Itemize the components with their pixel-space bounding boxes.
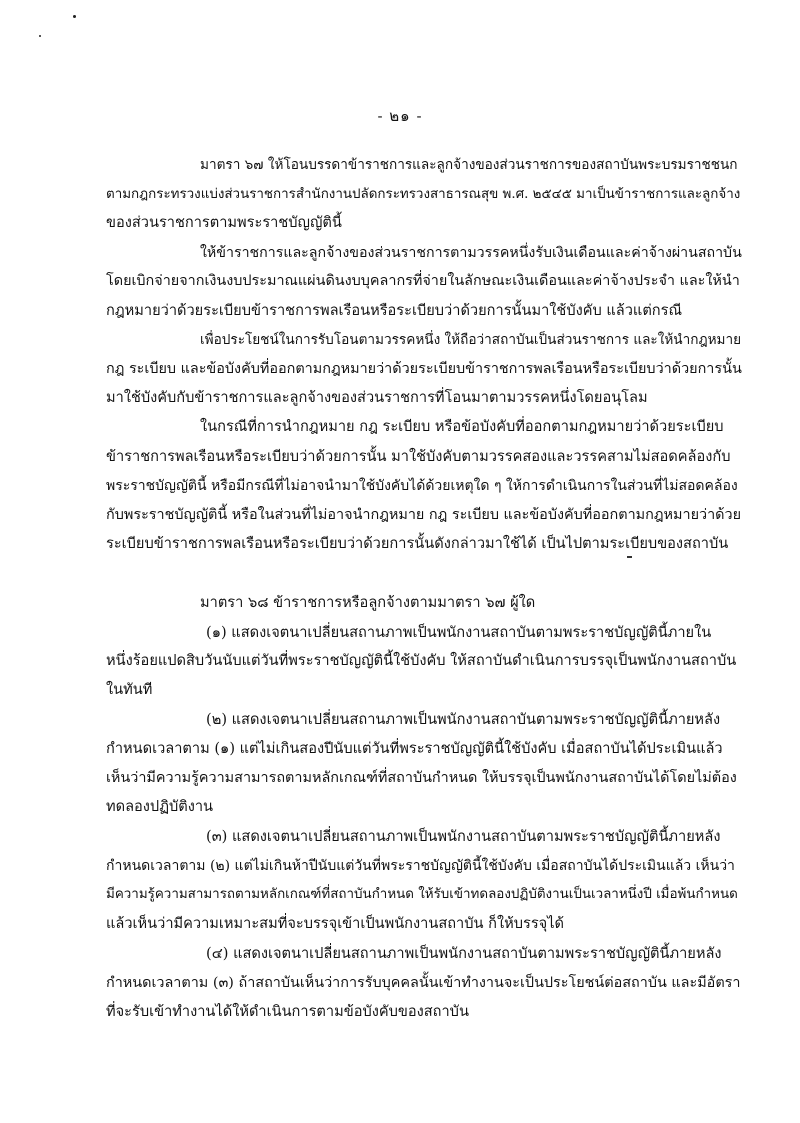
text-line: มาตรา ๖๘ ข้าราชการหรือลูกจ้างตามมาตรา ๖๗ ผู้ใด <box>200 594 536 611</box>
text-line: ให้ข้าราชการและลูกจ้างของส่วนราชการตามวรรคหนึ่งรับเงินเดือนและค่าจ้างผ่านสถาบัน <box>200 245 742 261</box>
text-line: เห็นว่ามีความรู้ความสามารถตามหลักเกณฑ์ที่สถาบันกำหนด ให้บรรจุเป็นพนักงานสถาบันได้โดยไม่ต้อง <box>106 770 737 786</box>
text-line: กำหนดเวลาตาม (๓) ถ้าสถาบันเห็นว่าการรับบุคคลนั้นเข้าทำงานจะเป็นประโยชน์ต่อสถาบัน และมีอัตรา <box>106 975 741 991</box>
text-line: กฎ ระเบียบ และข้อบังคับที่ออกตามกฎหมายว่าด้วยระเบียบข้าราชการพลเรือนหรือระเบียบว่าด้วยการนั้น <box>106 361 742 377</box>
text-line: มาตรา ๖๗ ให้โอนบรรดาข้าราชการและลูกจ้างของส่วนราชการของสถาบันพระบรมราชชนก <box>200 157 738 173</box>
text-line: พระราชบัญญัตินี้ หรือมีกรณีที่ไม่อาจนำมาใช้บังคับได้ด้วยเหตุใด ๆ ให้การดำเนินการในส่วนที่ไม่สอดคล้อง <box>106 478 738 494</box>
text-line: ของส่วนราชการตามพระราชบัญญัตินี้ <box>106 214 342 231</box>
text-line: (๔) แสดงเจตนาเปลี่ยนสถานภาพเป็นพนักงานสถาบันตามพระราชบัญญัตินี้ภายหลัง <box>206 945 722 962</box>
text-line: กำหนดเวลาตาม (๑) แต่ไม่เกินสองปีนับแต่วันที่พระราชบัญญัตินี้ใช้บังคับ เมื่อสถาบันได้ประเมินแล้ว <box>106 740 723 757</box>
text-line: (๓) แสดงเจตนาเปลี่ยนสถานภาพเป็นพนักงานสถาบันตามพระราชบัญญัตินี้ภายหลัง <box>206 828 721 845</box>
scan-speck <box>73 15 76 18</box>
text-line: มีความรู้ความสามารถตามหลักเกณฑ์ที่สถาบันกำหนด ให้รับเข้าทดลองปฏิบัติงานเป็นเวลาหนึ่งปี เมื่อพ้นกำหนด <box>106 887 738 902</box>
text-line: ข้าราชการพลเรือนหรือระเบียบว่าด้วยการนั้น มาใช้บังคับตามวรรคสองและวรรคสามไม่สอดคล้องกับ <box>106 448 731 465</box>
text-line: ที่จะรับเข้าทำงานได้ให้ดำเนินการตามข้อบังคับของสถาบัน <box>106 1003 469 1020</box>
text-line: มาใช้บังคับกับข้าราชการและลูกจ้างของส่วนราชการที่โอนมาตามวรรคหนึ่งโดยอนุโลม <box>106 389 648 406</box>
text-line: กับพระราชบัญญัตินี้ หรือในส่วนที่ไม่อาจนำกฎหมาย กฎ ระเบียบ และข้อบังคับที่ออกตามกฎหมายว่าด้วย <box>106 507 742 523</box>
page-number: - ๒๑ - <box>377 107 423 125</box>
scan-mark <box>627 556 632 558</box>
text-line: ระเบียบข้าราชการพลเรือนหรือระเบียบว่าด้วยการนั้นดังกล่าวมาใช้ได้ เป็นไปตามระเบียบของสถาบัน <box>106 535 729 552</box>
text-line: ในทันที <box>106 681 153 698</box>
text-line: กฎหมายว่าด้วยระเบียบข้าราชการพลเรือนหรือระเบียบว่าด้วยการนั้นมาใช้บังคับ แล้วแต่กรณี <box>106 302 683 319</box>
text-line: ตามกฎกระทรวงแบ่งส่วนราชการสำนักงานปลัดกระทรวงสาธารณสุข พ.ศ. ๒๕๔๕ มาเป็นข้าราชการและลูกจ้าง <box>106 187 741 202</box>
text-line: ในกรณีที่การนำกฎหมาย กฎ ระเบียบ หรือข้อบังคับที่ออกตามกฎหมายว่าด้วยระเบียบ <box>200 418 724 435</box>
text-line: กำหนดเวลาตาม (๒) แต่ไม่เกินห้าปีนับแต่วันที่พระราชบัญญัตินี้ใช้บังคับ เมื่อสถาบันได้ประเมินแล้ว เห็นว่า <box>106 858 735 874</box>
text-line: ทดลองปฏิบัติงาน <box>106 798 214 815</box>
text-line: (๒) แสดงเจตนาเปลี่ยนสถานภาพเป็นพนักงานสถาบันตามพระราชบัญญัตินี้ภายหลัง <box>206 711 721 728</box>
text-line: แล้วเห็นว่ามีความเหมาะสมที่จะบรรจุเข้าเป็นพนักงานสถาบัน ก็ให้บรรจุได้ <box>106 915 565 932</box>
scan-speck <box>39 35 41 37</box>
text-line: เพื่อประโยชน์ในการรับโอนตามวรรคหนึ่ง ให้ถือว่าสถาบันเป็นส่วนราชการ และให้นำกฎหมาย <box>200 332 742 348</box>
text-line: โดยเบิกจ่ายจากเงินงบประมาณแผ่นดินงบบุคลากรที่จ่ายในลักษณะเงินเดือนและค่าจ้างประจำ และให้นำ <box>106 273 740 289</box>
text-line: (๑) แสดงเจตนาเปลี่ยนสถานภาพเป็นพนักงานสถาบันตามพระราชบัญญัตินี้ภายใน <box>206 624 712 641</box>
text-line: หนึ่งร้อยแปดสิบวันนับแต่วันที่พระราชบัญญัตินี้ใช้บังคับ ให้สถาบันดำเนินการบรรจุเป็นพนักงานสถาบัน <box>106 652 737 669</box>
